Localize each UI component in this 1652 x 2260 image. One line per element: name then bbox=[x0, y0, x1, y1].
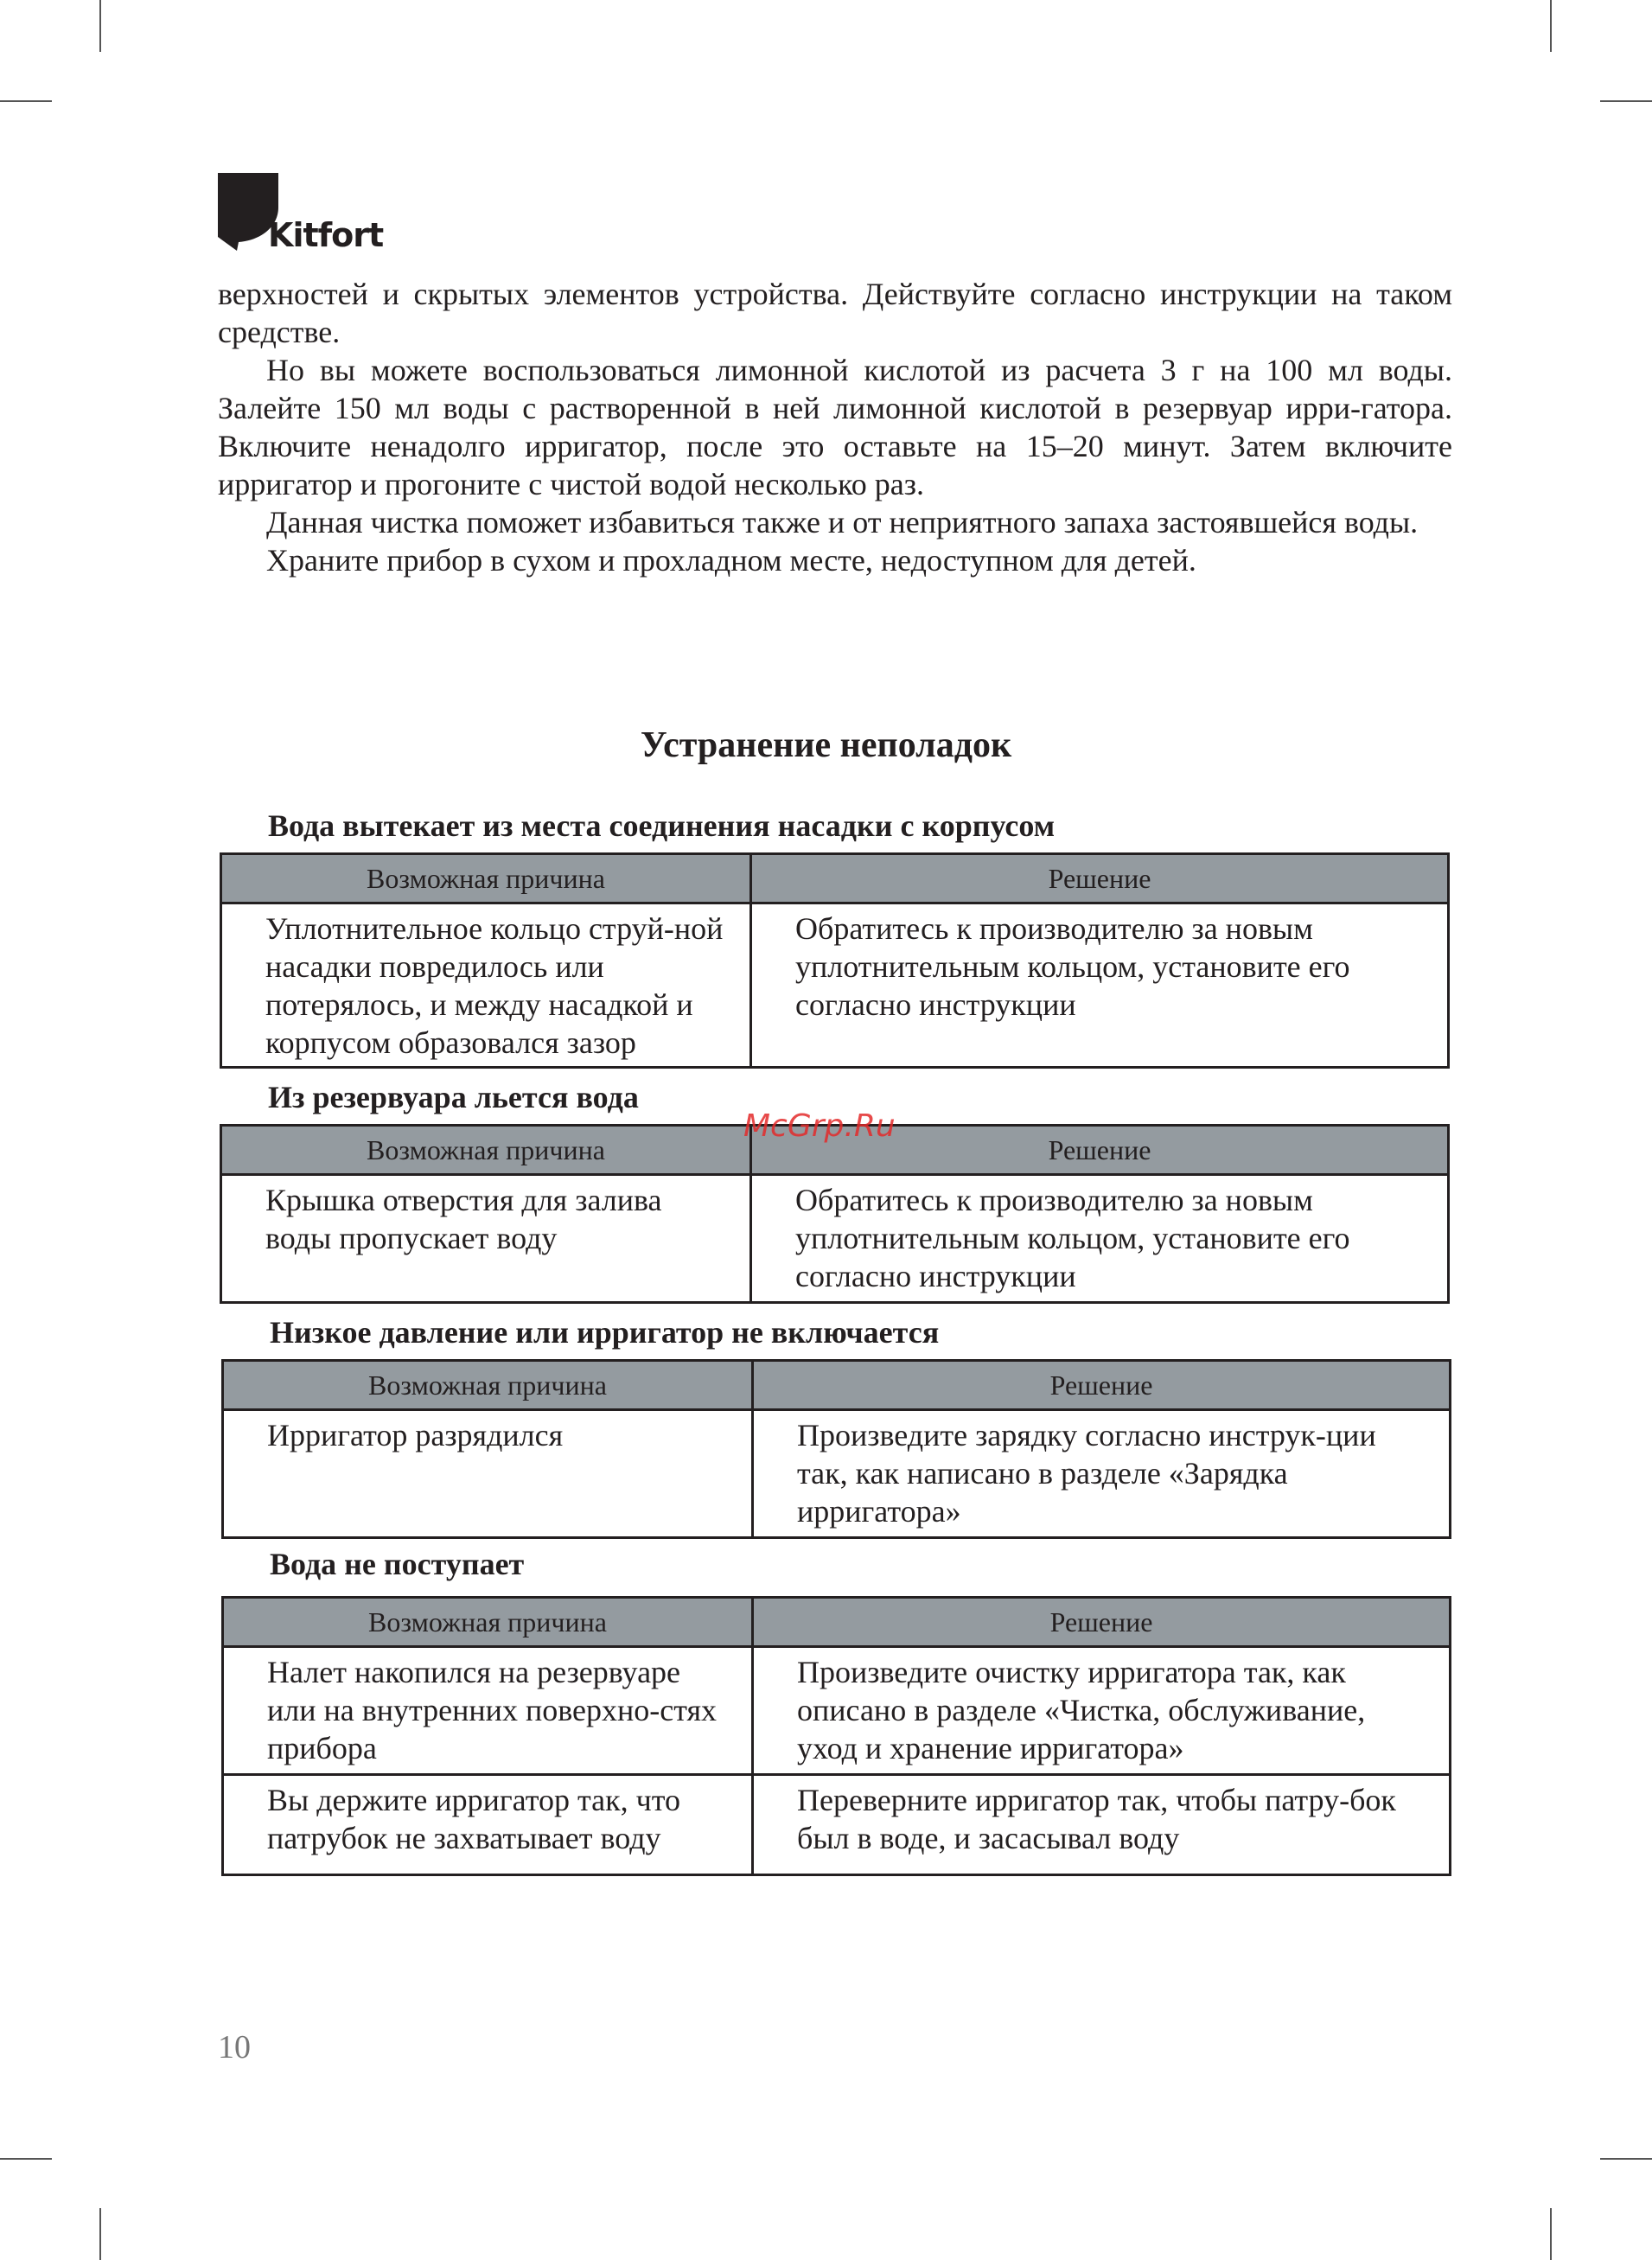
intro-text bbox=[218, 275, 1452, 579]
solution-cell: Произведите очистку ирригатора так, как описано в разделе «Чистка, обслуживание, уход и хранение ирригатора» bbox=[753, 1647, 1451, 1775]
paragraph: Храните прибор в сухом и прохладном месте, недоступном для детей. bbox=[266, 543, 1196, 578]
problem-title: Вода вытекает из места соединения насадки с корпусом bbox=[268, 808, 1056, 843]
cause-cell: Крышка отверстия для залива воды пропускает воду bbox=[221, 1175, 751, 1303]
paragraph: Данная чистка поможет избавиться также и от неприятного запаха застоявшейся воды. bbox=[266, 505, 1419, 539]
cause-cell: Налет накопился на резервуаре или на внутренних поверхно-стях прибора bbox=[223, 1647, 753, 1775]
page-number: 10 bbox=[218, 2029, 251, 2065]
solution-cell: Переверните ирригатор так, чтобы патру-бок был в воде, и засасывал воду bbox=[753, 1775, 1451, 1875]
crop-mark bbox=[1600, 100, 1652, 102]
column-header-cause: Возможная причина bbox=[221, 1126, 751, 1175]
trouble-table bbox=[221, 1359, 1451, 1539]
crop-mark bbox=[1600, 2158, 1652, 2160]
kitfort-logo bbox=[218, 173, 391, 259]
cause-cell: Вы держите ирригатор так, что патрубок не захватывает воду bbox=[223, 1775, 753, 1875]
trouble-table bbox=[221, 1596, 1451, 1876]
column-header-solution: Решение bbox=[751, 1126, 1449, 1175]
trouble-table bbox=[220, 1124, 1450, 1304]
cause-cell: Ирригатор разрядился bbox=[223, 1410, 753, 1538]
column-header-solution: Решение bbox=[751, 854, 1449, 903]
solution-cell: Обратитесь к производителю за новым уплотнительным кольцом, установите его согласно инструкции bbox=[751, 1175, 1449, 1303]
solution-cell: Обратитесь к производителю за новым уплотнительным кольцом, установите его согласно инструкции bbox=[751, 903, 1449, 1068]
paragraph: верхностей и скрытых элементов устройства. Действуйте согласно инструкции на таком средстве. bbox=[218, 277, 1452, 349]
problem-title: Из резервуара льется вода bbox=[268, 1080, 639, 1114]
crop-mark bbox=[1550, 2208, 1552, 2260]
crop-mark bbox=[1550, 0, 1552, 52]
crop-mark bbox=[0, 2158, 52, 2160]
problem-title: Вода не поступает bbox=[270, 1547, 525, 1581]
column-header-solution: Решение bbox=[753, 1361, 1451, 1410]
watermark: McGrp.Ru bbox=[743, 1108, 896, 1144]
crop-mark bbox=[0, 100, 52, 102]
trouble-table bbox=[220, 852, 1450, 1069]
cause-cell: Уплотнительное кольцо струй-ной насадки повредилось или потерялось, и между насадкой и корпусом образовался зазор bbox=[221, 903, 751, 1068]
problem-title: Низкое давление или ирригатор не включается bbox=[270, 1315, 940, 1350]
paragraph: Но вы можете воспользоваться лимонной кислотой из расчета 3 г на 100 мл воды. Залейте 150 мл воды с растворенной в ней лимонной кислотой в резервуар ирри-гатора. Включите ненадолго ирригатор, после это оставьте на 15–20 минут. Затем включите ирригатор и прогоните с чистой водой несколько раз. bbox=[218, 353, 1452, 501]
logo-text: Kitfort bbox=[268, 216, 384, 254]
crop-mark bbox=[99, 0, 101, 52]
column-header-solution: Решение bbox=[753, 1598, 1451, 1647]
crop-mark bbox=[99, 2208, 101, 2260]
solution-cell: Произведите зарядку согласно инструк-ции так, как написано в разделе «Зарядка ирригатора» bbox=[753, 1410, 1451, 1538]
section-title: Устранение неполадок bbox=[640, 725, 1012, 765]
column-header-cause: Возможная причина bbox=[221, 854, 751, 903]
column-header-cause: Возможная причина bbox=[223, 1598, 753, 1647]
column-header-cause: Возможная причина bbox=[223, 1361, 753, 1410]
